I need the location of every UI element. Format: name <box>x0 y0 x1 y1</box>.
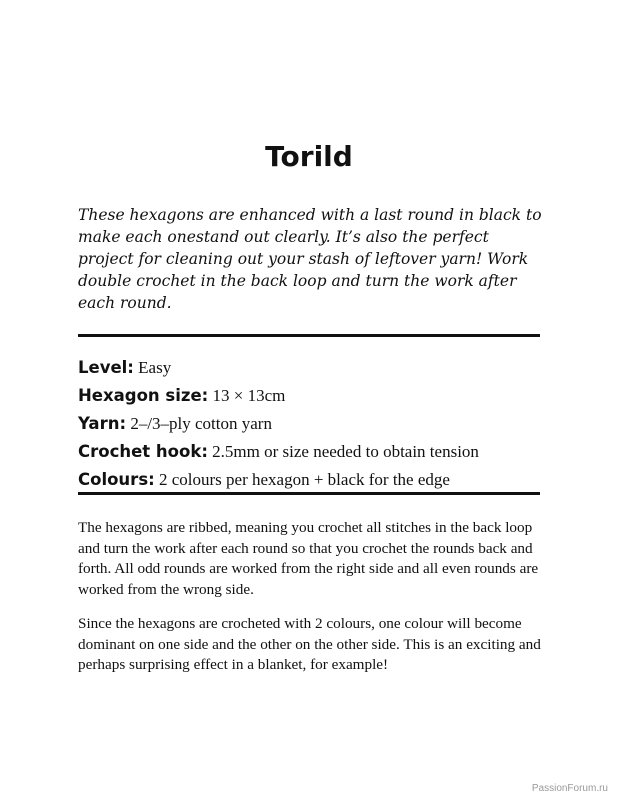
spec-label: Level: <box>78 358 134 377</box>
spec-hexagon-size <box>78 382 558 410</box>
spec-value: 2–/3–ply cotton yarn <box>126 414 272 433</box>
spec-crochet-hook <box>78 438 558 466</box>
spec-label: Colours: <box>78 470 155 489</box>
watermark: PassionForum.ru <box>531 783 608 794</box>
body-paragraph-colours: Since the hexagons are crocheted with 2 colours, one colour will become dominant on one side and the other on the other side. This is an exciting and perhaps surprising effect in a blanket, for example! <box>78 615 541 673</box>
spec-level <box>78 354 558 382</box>
spec-colours <box>78 466 558 494</box>
page-title: Torild <box>265 140 353 173</box>
body-paragraph-ribbed: The hexagons are ribbed, meaning you crochet all stitches in the back loop and turn the work after each round so that you crochet the rounds back and forth. All odd rounds are worked from the right side and all even rounds are worked from the wrong side. <box>78 519 539 598</box>
spec-label: Hexagon size: <box>78 386 209 405</box>
spec-value: 13 × 13cm <box>208 386 286 405</box>
spec-yarn <box>78 410 558 438</box>
divider-bottom <box>78 492 540 495</box>
spec-value: Easy <box>133 358 172 377</box>
spec-value: 2 colours per hexagon + black for the edge <box>154 470 450 489</box>
pattern-specs <box>78 354 558 494</box>
spec-label: Crochet hook: <box>78 442 208 461</box>
intro-paragraph: These hexagons are enhanced with a last round in black to make each onestand out clearly. It’s also the perfect project for cleaning out your stash of leftover yarn! Work double crochet in the back loop and turn the work after each round. <box>78 206 542 312</box>
spec-value: 2.5mm or size needed to obtain tension <box>207 442 479 461</box>
divider-top <box>78 334 540 337</box>
spec-label: Yarn: <box>78 414 127 433</box>
